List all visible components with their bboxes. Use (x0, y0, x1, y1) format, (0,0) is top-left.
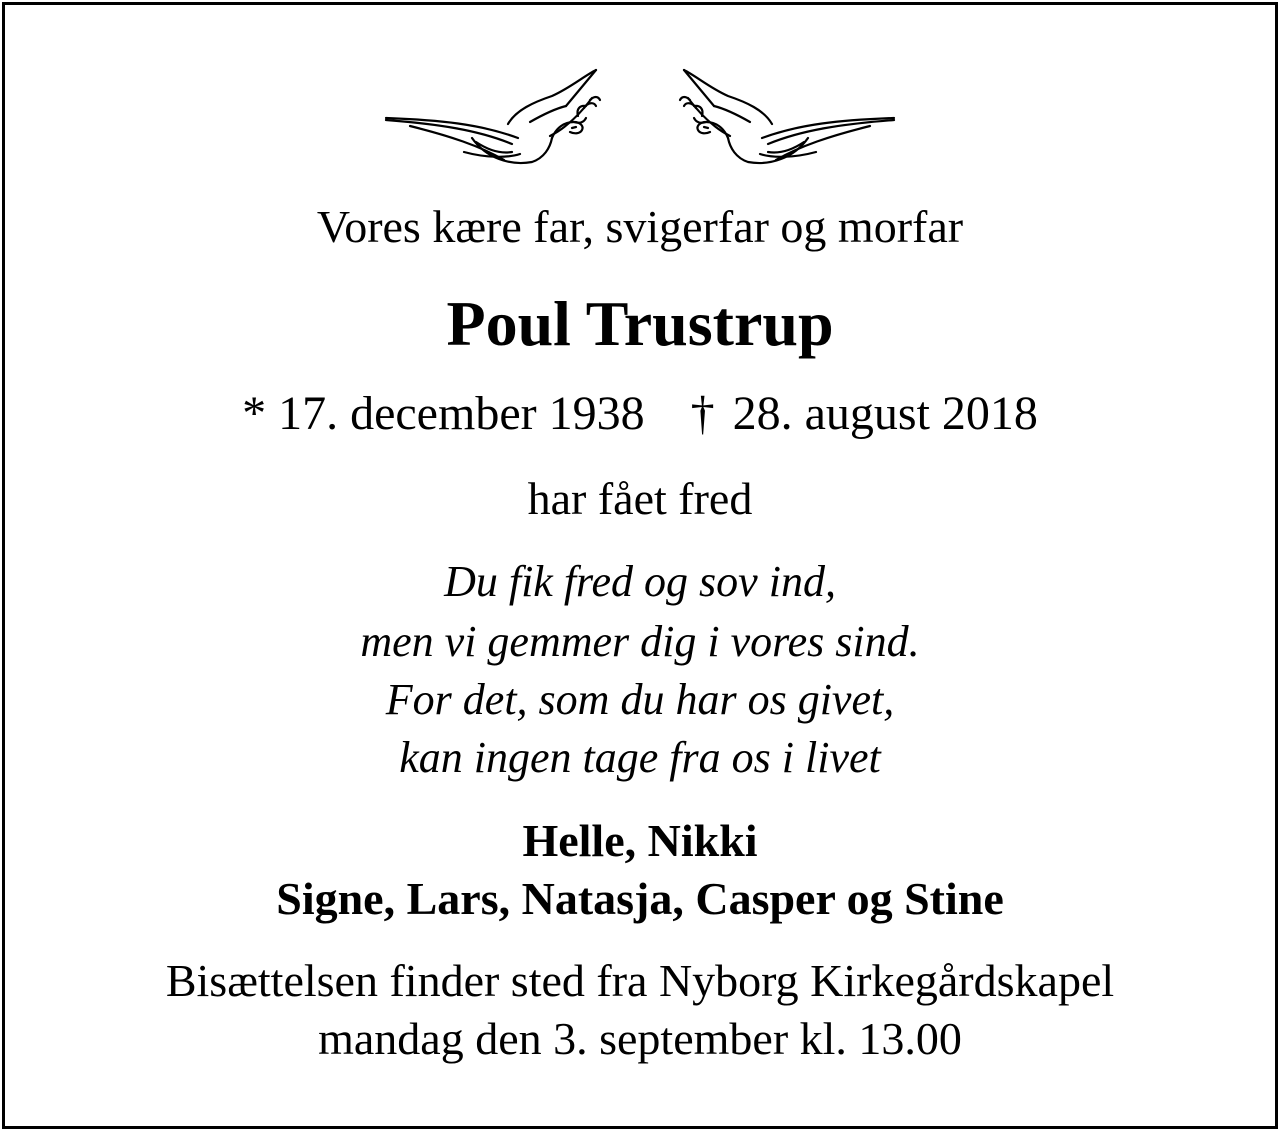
peace-line: har fået fred (527, 473, 753, 524)
family-line: Signe, Lars, Natasja, Casper og Stine (276, 873, 1004, 924)
death-date: 28. august 2018 (732, 387, 1038, 440)
verse-line: Du fik fred og sov ind, (444, 557, 836, 606)
dagger-icon: † (690, 387, 715, 440)
verse-line: For det, som du har os givet, (385, 675, 895, 724)
verse-line: men vi gemmer dig i vores sind. (360, 617, 920, 666)
life-dates (0, 387, 1280, 440)
verse-line: kan ingen tage fra os i livet (399, 733, 881, 782)
ceremony-line: Bisættelsen finder sted fra Nyborg Kirkegårdskapel (165, 955, 1115, 1006)
left-dove-icon (386, 70, 600, 163)
right-dove-icon (680, 70, 894, 163)
birth-date: * 17. december 1938 (242, 387, 645, 440)
family-line: Helle, Nikki (522, 815, 758, 866)
ceremony-line: mandag den 3. september kl. 13.00 (318, 1013, 962, 1064)
deceased-name: Poul Trustrup (446, 288, 834, 359)
doves-icon (380, 58, 900, 170)
intro-line: Vores kære far, svigerfar og morfar (316, 201, 964, 252)
